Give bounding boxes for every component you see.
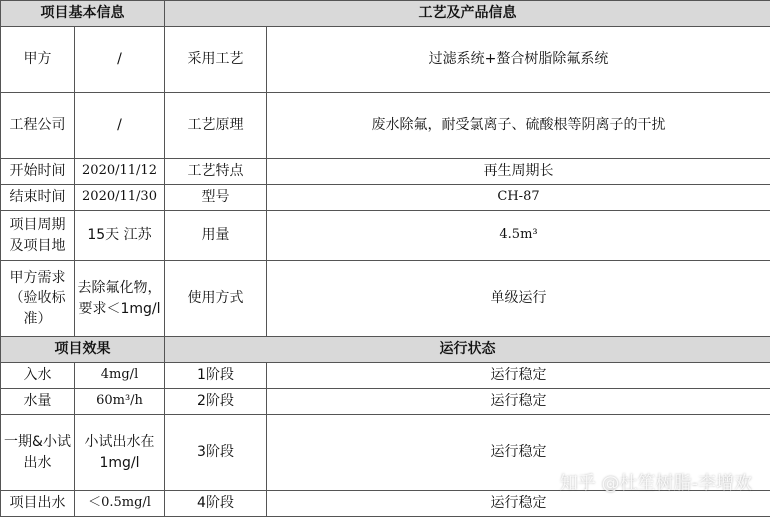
stage-1-status: 运行稳定 — [267, 363, 770, 389]
watermark: 知乎 @杜笙树脂-李增欢 — [559, 473, 752, 494]
usage-mode-label: 使用方式 — [165, 261, 267, 337]
client-requirement-label: 甲方需求（验收标准） — [1, 261, 75, 337]
header-status: 运行状态 — [165, 337, 770, 363]
stage-3-status: 运行稳定 — [267, 415, 770, 491]
process-feature-value: 再生周期长 — [267, 159, 770, 185]
stage-2-status: 运行稳定 — [267, 389, 770, 415]
end-time-value: 2020/11/30 — [75, 185, 165, 211]
end-time-label: 结束时间 — [1, 185, 75, 211]
process-principle-label: 工艺原理 — [165, 93, 267, 159]
client-requirement-value: 去除氟化物，要求＜1mg/l — [75, 261, 165, 337]
client-value: / — [75, 27, 165, 93]
model-value: CH-87 — [267, 185, 770, 211]
model-label: 型号 — [165, 185, 267, 211]
header-process-info: 工艺及产品信息 — [165, 1, 770, 27]
project-outflow-label: 项目出水 — [1, 491, 75, 517]
stage-3: 3阶段 — [165, 415, 267, 491]
dosage-label: 用量 — [165, 211, 267, 261]
engineering-company-value: / — [75, 93, 165, 159]
inflow-value: 4mg/l — [75, 363, 165, 389]
pilot-outflow-label: 一期&小试出水 — [1, 415, 75, 491]
header-basic-info: 项目基本信息 — [1, 1, 165, 27]
project-outflow-value: ＜0.5mg/l — [75, 491, 165, 517]
process-feature-label: 工艺特点 — [165, 159, 267, 185]
project-period-label: 项目周期及项目地 — [1, 211, 75, 261]
stage-1: 1阶段 — [165, 363, 267, 389]
header-effect: 项目效果 — [1, 337, 165, 363]
usage-mode-value: 单级运行 — [267, 261, 770, 337]
project-period-value: 15天 江苏 — [75, 211, 165, 261]
engineering-company-label: 工程公司 — [1, 93, 75, 159]
stage-4: 4阶段 — [165, 491, 267, 517]
start-time-value: 2020/11/12 — [75, 159, 165, 185]
process-label: 采用工艺 — [165, 27, 267, 93]
process-principle-value: 废水除氟，耐受氯离子、硫酸根等阴离子的干扰 — [267, 93, 770, 159]
flow-rate-label: 水量 — [1, 389, 75, 415]
process-value: 过滤系统+螯合树脂除氟系统 — [267, 27, 770, 93]
client-label: 甲方 — [1, 27, 75, 93]
pilot-outflow-value: 小试出水在1mg/l — [75, 415, 165, 491]
inflow-label: 入水 — [1, 363, 75, 389]
stage-2: 2阶段 — [165, 389, 267, 415]
dosage-value: 4.5m³ — [267, 211, 770, 261]
start-time-label: 开始时间 — [1, 159, 75, 185]
flow-rate-value: 60m³/h — [75, 389, 165, 415]
stage-4-status: 运行稳定 — [267, 491, 770, 517]
